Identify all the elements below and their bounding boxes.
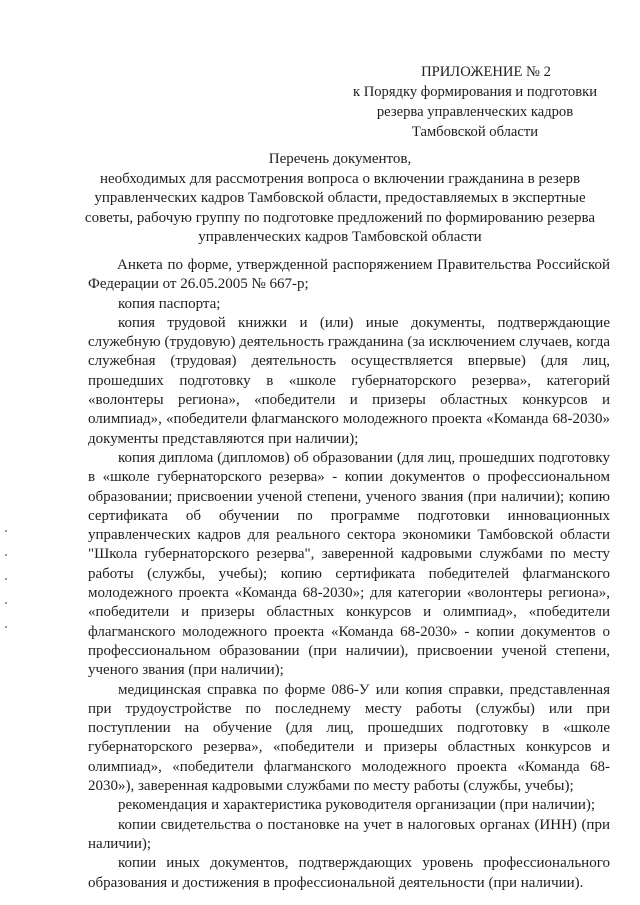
paragraph-questionnaire: Анкета по форме, утвержденной распоряжением Правительства Российской Федерации от 26.05.2005 № 667-р; (88, 257, 610, 293)
title-line: советы, рабочую группу по подготовке предложений по формированию резерва (84, 209, 596, 226)
appendix-line: резерва управленческих кадров (376, 104, 574, 120)
title-line: необходимых для рассмотрения вопроса о включении гражданина в резерв (99, 170, 581, 187)
paragraph-medical: медицинская справка по форме 086-У или копия справки, представленная при трудоустройстве по последнему месту работы (службы) или при поступлении на обучение (для лиц, прошедших подготовку в «школе губернаторского резерва», «победители и призеры областных конкурсов и олимпиад», «победители флагманского молодежного проекта «Команда 68-2030»), заверенная кадровыми службами по месту работы (службы, учебы); (88, 681, 610, 795)
paragraph-work-record: копия трудовой книжки и (или) иные документы, подтверждающие служебную (трудовую) деятельность гражданина (за исключением случаев, когда служебная (трудовая) деятельность осуществляется впервые) (для лиц, прошедших подготовку в «школе губернаторского резерва», категорий «волонтеры региона», «победители и призеры областных конкурсов и олимпиад», «победители флагманского молодежного проекта «Команда 68-2030» документы представляются при наличии); (88, 314, 610, 447)
paragraph-passport: копия паспорта; (118, 295, 221, 312)
paragraph-recommendation: рекомендация и характеристика руководителя организации (при наличии); (118, 797, 596, 814)
title-line: управленческих кадров Тамбовской области (198, 229, 482, 245)
appendix-line: к Порядку формирования и подготовки (352, 84, 598, 100)
appendix-header (330, 62, 620, 142)
paragraph-tax-id: копии свидетельства о постановке на учет в налоговых органах (ИНН) (при наличии); (88, 816, 610, 852)
scan-margin-dots (3, 530, 9, 650)
document-title (80, 150, 600, 248)
paragraph-other-documents: копии иных документов, подтверждающих уровень профессионального образования и достижения в профессиональной деятельности (при наличии). (88, 855, 610, 891)
title-line: управленческих кадров Тамбовской области, предоставляемых в экспертные (94, 190, 586, 206)
appendix-line: Тамбовской области (411, 124, 539, 140)
paragraph-diploma: копия диплома (дипломов) об образовании (для лиц, прошедших подготовку в «школе губернаторского резерва» - копии документов о профессиональном образовании; присвоении ученой степени, ученого звания (при наличии); копию сертификата об обучении по программе подготовки инновационных управленческих кадров для реального сектора экономики Тамбовской области "Школа губернаторского резерва", заверенной кадровыми службами по месту работы (службы, учебы); копию сертификата победителей флагманского молодежного проекта «Команда 68-2030»; для категории «волонтеры региона», «победители и призеры областных конкурсов и олимпиад», «победители флагманского молодежного проекта «Команда 68-2030» - копии документов о профессиональном образовании (при наличии), присвоении ученой степени, ученого звания (при наличии); (88, 449, 610, 679)
document-body (88, 256, 610, 893)
title-line: Перечень документов, (268, 151, 412, 167)
appendix-number: ПРИЛОЖЕНИЕ № 2 (421, 64, 551, 80)
